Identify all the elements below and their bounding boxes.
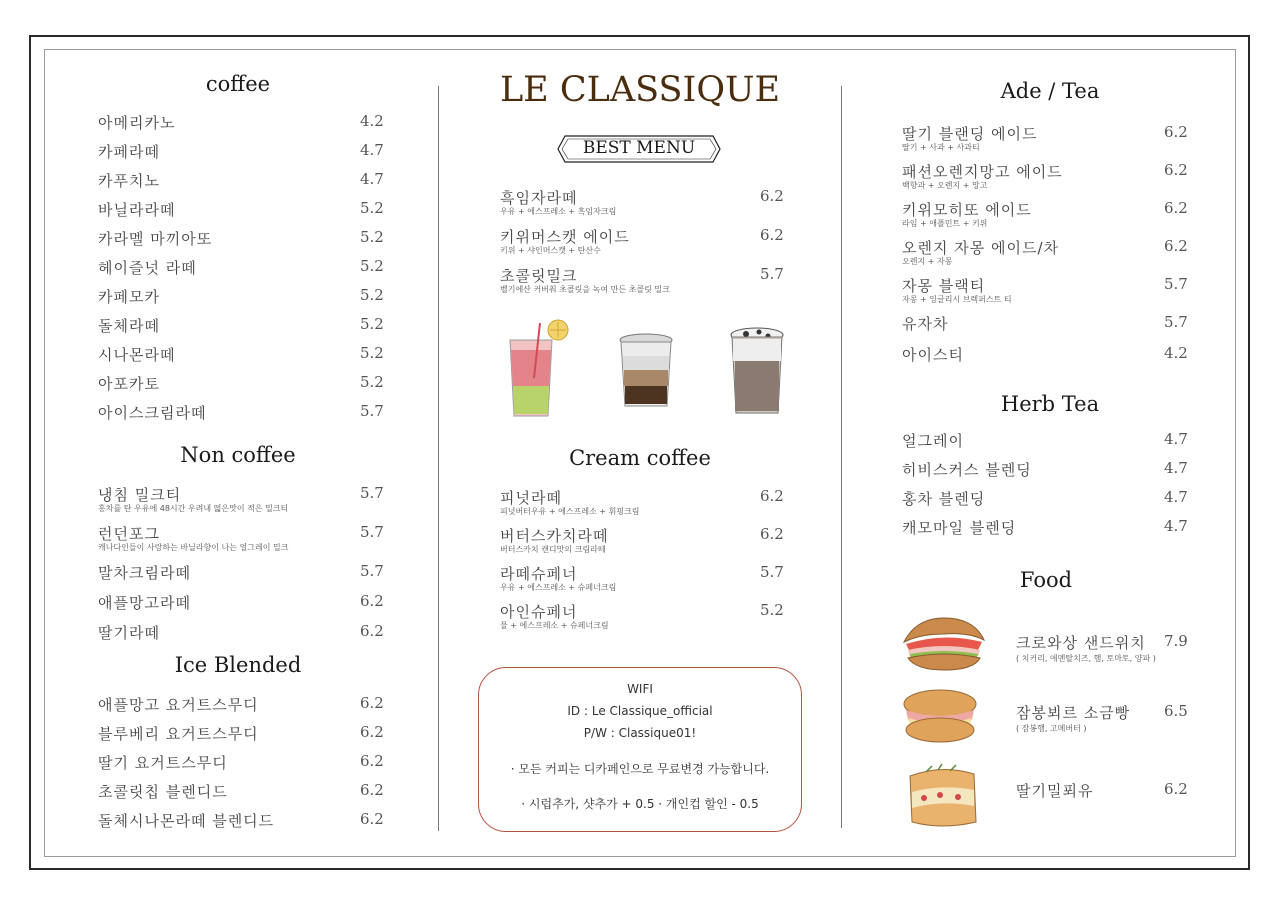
menu-item (98, 523, 388, 552)
menu-item-price: 4.7 (1164, 517, 1188, 535)
menu-item-price: 6.2 (1164, 780, 1188, 798)
menu-item-description: 벨기에산 커버춰 초콜릿을 녹여 만든 초콜릿 밀크 (500, 285, 670, 294)
menu-item-price: 4.7 (1164, 430, 1188, 448)
menu-item-description: 우유 + 에스프레소 + 슈페너크림 (500, 583, 617, 592)
menu-item-description: 자몽 + 잉글리시 브렉퍼스트 티 (902, 295, 1012, 304)
menu-item-description: 딸기 + 사과 + 사과티 (902, 143, 980, 152)
menu-item (98, 752, 388, 772)
menu-item (98, 810, 388, 830)
menu-item (98, 781, 388, 801)
menu-item-price: 6.2 (1164, 237, 1188, 255)
column-divider-right (841, 86, 842, 828)
menu-item-name: 히비스커스 블렌딩 (902, 461, 1032, 479)
menu-item-name: 딸기 블랜딩 에이드 (902, 125, 1038, 143)
menu-item (98, 402, 388, 422)
section-title-cream-coffee: Cream coffee (569, 446, 711, 470)
menu-item-name: 캐모마일 블렌딩 (902, 519, 1017, 537)
menu-item-name: 아포카토 (98, 375, 160, 393)
menu-item-name: 런던포그 (98, 525, 160, 543)
menu-item-price: 5.7 (360, 402, 384, 420)
menu-item-price: 6.2 (1164, 199, 1188, 217)
menu-item-description: 우유 + 에스프레소 + 흑임자크림 (500, 207, 617, 216)
menu-item-price: 6.2 (1164, 161, 1188, 179)
menu-item-description: 버터스카치 캔디맛의 크림라떼 (500, 545, 606, 554)
menu-item-price: 5.7 (360, 523, 384, 541)
menu-item-name: 냉침 밀크티 (98, 486, 182, 504)
menu-item-price: 5.7 (760, 265, 784, 283)
menu-item-description: 키위 + 샤인머스캣 + 탄산수 (500, 246, 601, 255)
menu-item (98, 199, 388, 219)
menu-item-name: 카페라떼 (98, 143, 160, 161)
menu-item (98, 373, 388, 393)
menu-item-name: 버터스카치라떼 (500, 527, 609, 545)
menu-item-name: 애플망고라떼 (98, 594, 191, 612)
menu-item-price: 5.7 (760, 563, 784, 581)
menu-item-name: 잠봉뵈르 소금빵 (1016, 704, 1131, 722)
menu-item (98, 622, 388, 642)
menu-item-price: 4.7 (360, 170, 384, 188)
section-title-ice-blended: Ice Blended (174, 653, 302, 677)
menu-item-price: 6.2 (360, 752, 384, 770)
menu-item-name: 얼그레이 (902, 432, 964, 450)
menu-item (98, 315, 388, 335)
menu-item (500, 563, 790, 592)
menu-item-price: 6.2 (760, 487, 784, 505)
menu-item-price: 5.7 (1164, 313, 1188, 331)
menu-item-price: 6.5 (1164, 702, 1188, 720)
menu-item-name: 흑임자라떼 (500, 189, 578, 207)
menu-item (902, 275, 1192, 304)
section-title-non-coffee: Non coffee (180, 443, 296, 467)
menu-item-price: 6.2 (360, 781, 384, 799)
layered-coffee-cup-icon (614, 332, 678, 410)
menu-item-name: 말차크림라떼 (98, 564, 191, 582)
best-menu-title: BEST MENU (582, 138, 696, 158)
menu-item (902, 237, 1192, 266)
menu-item-description: ( 잠봉햄, 고메버터 ) (1016, 724, 1087, 733)
menu-item-price: 4.2 (1164, 344, 1188, 362)
menu-item-price: 5.2 (360, 315, 384, 333)
menu-item-price: 5.2 (360, 344, 384, 362)
menu-item-name: 아이스크림라떼 (98, 404, 207, 422)
menu-item (1016, 632, 1196, 663)
menu-item-description: 백향과 + 오렌지 + 망고 (902, 181, 988, 190)
section-title-herb-tea: Herb Tea (1000, 392, 1100, 416)
menu-item (902, 123, 1192, 152)
menu-item-name: 오렌지 자몽 에이드/차 (902, 239, 1060, 257)
menu-item (902, 313, 1192, 333)
menu-item-price: 5.7 (360, 562, 384, 580)
salt-bread-sandwich-icon (898, 686, 982, 746)
note-decaf: · 모든 커피는 디카페인으로 무료변경 가능합니다. (510, 762, 770, 776)
menu-item (98, 562, 388, 582)
menu-item-price: 5.2 (360, 199, 384, 217)
menu-item-name: 초콜릿밀크 (500, 267, 578, 285)
menu-item-name: 피넛라떼 (500, 489, 562, 507)
menu-item-price: 6.2 (1164, 123, 1188, 141)
menu-item-name: 딸기 요거트스무디 (98, 754, 228, 772)
menu-item (1016, 780, 1196, 800)
wifi-info-box (478, 667, 802, 832)
menu-item (902, 517, 1192, 537)
menu-item (902, 344, 1192, 364)
menu-item-name: 크로와상 샌드위치 (1016, 634, 1146, 652)
menu-item-price: 6.2 (360, 810, 384, 828)
menu-item-name: 애플망고 요거트스무디 (98, 696, 259, 714)
menu-item-price: 4.7 (360, 141, 384, 159)
menu-item-name: 딸기라떼 (98, 624, 160, 642)
menu-item (98, 257, 388, 277)
menu-item-price: 7.9 (1164, 632, 1188, 650)
croissant-sandwich-icon (898, 614, 988, 672)
menu-item (98, 141, 388, 161)
menu-item-name: 돌체시나몬라떼 블렌디드 (98, 812, 275, 830)
menu-item-price: 4.7 (1164, 488, 1188, 506)
menu-item-description: 캐나다인들이 사랑하는 바닐라향이 나는 얼그레이 밀크 (98, 543, 289, 552)
wifi-password: P/W : Classique01! (583, 726, 697, 740)
menu-item-name: 키위모히또 에이드 (902, 201, 1032, 219)
menu-item-name: 자몽 블랙티 (902, 277, 986, 295)
menu-item-name: 카푸치노 (98, 172, 160, 190)
menu-item-name: 카페모카 (98, 288, 160, 306)
menu-item-price: 5.2 (360, 257, 384, 275)
section-title-coffee: coffee (205, 72, 271, 96)
menu-item (500, 525, 790, 554)
menu-item (500, 601, 790, 630)
red-ade-glass-icon (500, 318, 580, 422)
menu-item-name: 돌체라떼 (98, 317, 160, 335)
menu-item-price: 5.2 (360, 228, 384, 246)
menu-item-price: 5.7 (360, 484, 384, 502)
menu-item-name: 시나몬라떼 (98, 346, 176, 364)
menu-item-name: 아이스티 (902, 346, 964, 364)
menu-item-name: 홍차 블렌딩 (902, 490, 986, 508)
menu-item-price: 6.2 (760, 525, 784, 543)
brand-title: LE CLASSIQUE (499, 70, 781, 110)
menu-item-name: 바닐라라떼 (98, 201, 176, 219)
menu-item-description: ( 치커리, 애멘탈치즈, 햄, 토마토, 양파 ) (1016, 654, 1156, 663)
menu-item (500, 226, 790, 255)
menu-item-price: 6.2 (360, 694, 384, 712)
menu-item-price: 5.2 (360, 286, 384, 304)
menu-item-price: 6.2 (760, 226, 784, 244)
menu-item-name: 헤이즐넛 라떼 (98, 259, 197, 277)
menu-item (1016, 702, 1196, 733)
menu-item-name: 패션오렌지망고 에이드 (902, 163, 1063, 181)
section-title-ade-tea: Ade / Tea (1000, 79, 1100, 103)
cream-latte-cup-icon (726, 325, 788, 417)
menu-item (902, 488, 1192, 508)
menu-item (98, 170, 388, 190)
menu-item-price: 6.2 (760, 187, 784, 205)
menu-item-name: 딸기밀푀유 (1016, 782, 1094, 800)
strawberry-millefeuille-icon (902, 762, 982, 830)
menu-item (500, 187, 790, 216)
menu-item-price: 6.2 (360, 622, 384, 640)
menu-item-name: 아인슈페너 (500, 603, 578, 621)
menu-item (902, 199, 1192, 228)
wifi-id: ID : Le Classique_official (567, 704, 713, 718)
menu-item-name: 라떼슈페너 (500, 565, 578, 583)
menu-item (902, 459, 1192, 479)
menu-item-price: 4.2 (360, 112, 384, 130)
wifi-title: WIFI (627, 682, 653, 696)
menu-item-name: 유자차 (902, 315, 949, 333)
menu-item-price: 6.2 (360, 592, 384, 610)
menu-item-description: 라임 + 애플민트 + 키위 (902, 219, 988, 228)
menu-item-price: 5.7 (1164, 275, 1188, 293)
best-menu-banner (557, 135, 721, 163)
section-title-food: Food (1019, 568, 1073, 592)
menu-item (98, 484, 388, 513)
menu-item-name: 키위머스캣 에이드 (500, 228, 630, 246)
menu-item-name: 초콜릿칩 블렌디드 (98, 783, 228, 801)
note-extras: · 시럽추가, 샷추가 + 0.5 · 개인컵 할인 - 0.5 (521, 797, 759, 811)
menu-item-name: 블루베리 요거트스무디 (98, 725, 259, 743)
menu-item (98, 694, 388, 714)
menu-item-name: 아메리카노 (98, 114, 176, 132)
menu-item (98, 723, 388, 743)
menu-item (902, 430, 1192, 450)
menu-item-name: 카라멜 마끼아또 (98, 230, 213, 248)
menu-item (98, 592, 388, 612)
menu-item-description: 물 + 에스프레소 + 슈페너크림 (500, 621, 609, 630)
menu-item-description: 피넛버터우유 + 에스프레소 + 휘핑크림 (500, 507, 640, 516)
menu-item (500, 265, 790, 294)
menu-item-price: 5.2 (360, 373, 384, 391)
menu-item (98, 112, 388, 132)
menu-item-description: 홍차를 탄 우유에 48시간 우려내 떫은맛이 적은 밀크티 (98, 504, 289, 513)
column-divider-left (438, 86, 439, 831)
menu-item-description: 오렌지 + 자몽 (902, 257, 953, 266)
menu-item (98, 344, 388, 364)
menu-item (902, 161, 1192, 190)
menu-item-price: 5.2 (760, 601, 784, 619)
menu-item-price: 6.2 (360, 723, 384, 741)
menu-item (500, 487, 790, 516)
menu-item-price: 4.7 (1164, 459, 1188, 477)
menu-item (98, 286, 388, 306)
menu-item (98, 228, 388, 248)
